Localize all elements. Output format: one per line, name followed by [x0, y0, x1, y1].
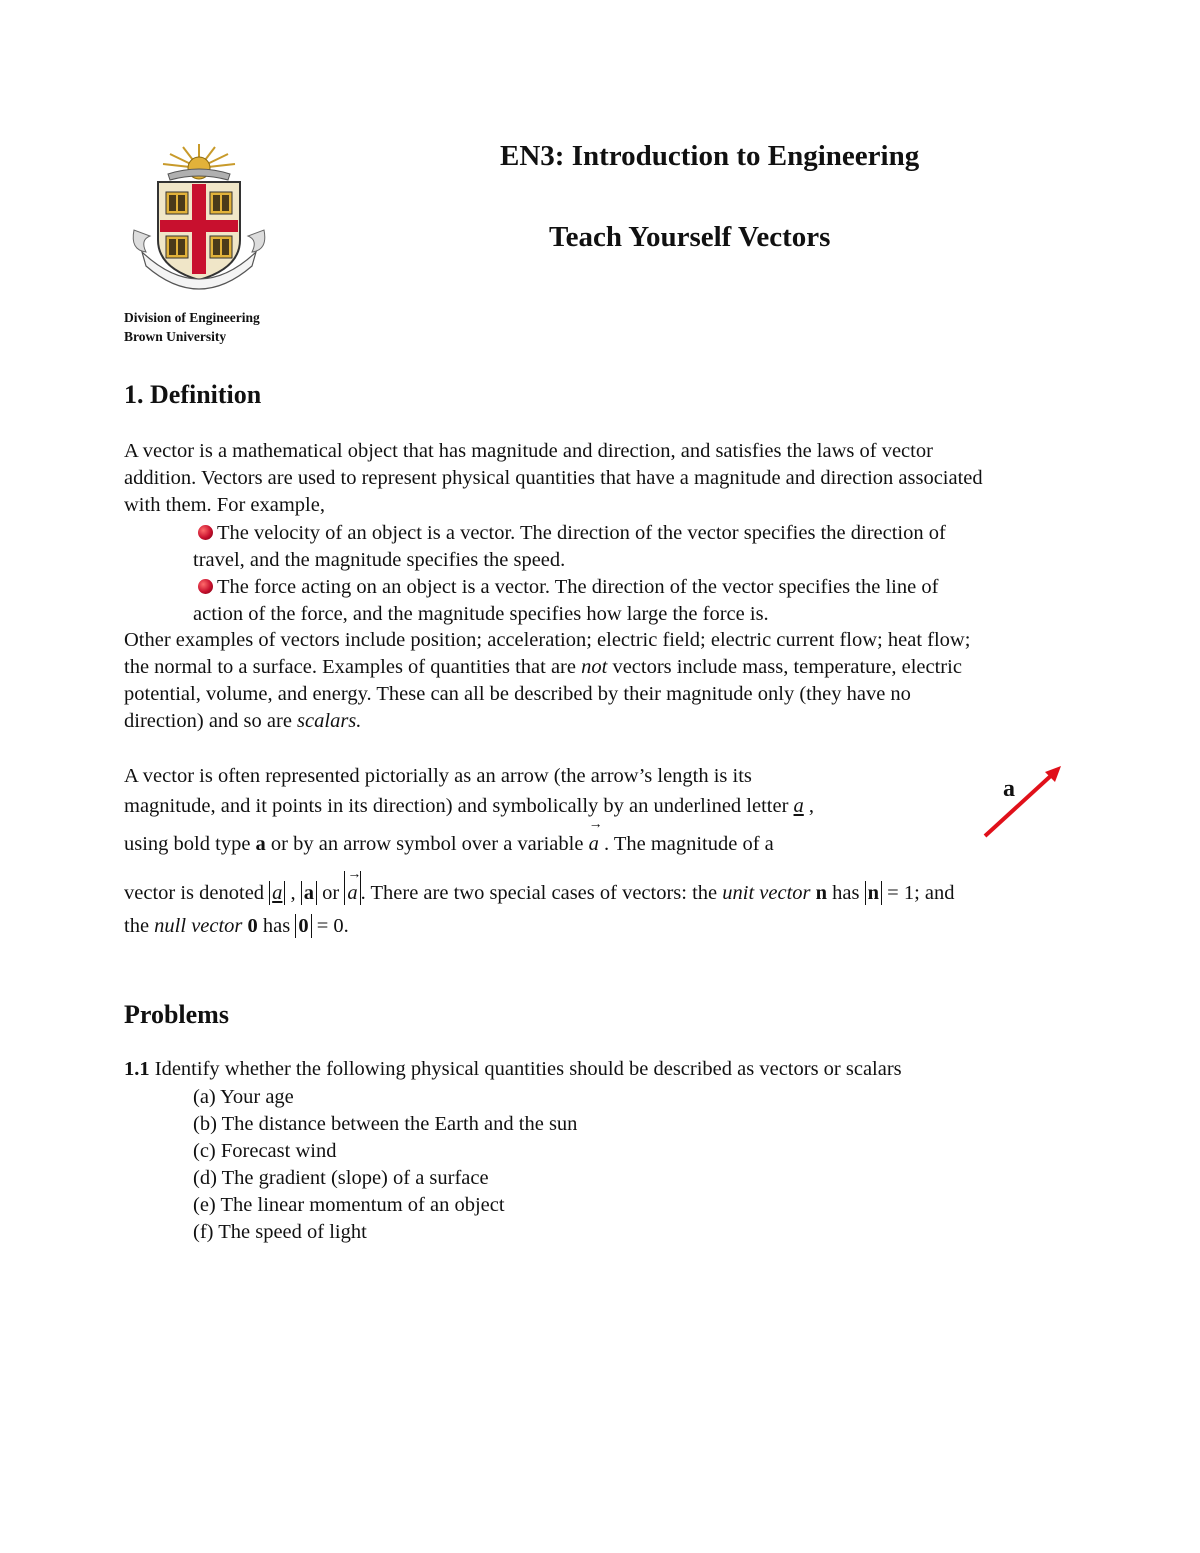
underlined-symbol: a	[793, 795, 804, 817]
rep-line-5	[124, 914, 349, 938]
text-run: direction) and so are	[124, 710, 298, 732]
intro-line-2: addition. Vectors are used to represent physical quantities that have a magnitude and direction associated	[124, 467, 983, 489]
text-run: vector is denoted	[124, 882, 270, 904]
problem-number: 1.1	[124, 1058, 150, 1080]
department-line: Division of Engineering	[124, 310, 260, 325]
bullet-text: The velocity of an object is a vector. The direction of the vector specifies the direction of	[217, 522, 946, 544]
text-run: = 1; and	[882, 882, 955, 904]
text-run: has	[827, 882, 865, 904]
intro-line-1: A vector is a mathematical object that has magnitude and direction, and satisfies the laws of vector	[124, 440, 933, 462]
list-item: (f) The speed of light	[193, 1221, 367, 1243]
problem-question	[124, 1058, 902, 1081]
bullet-continuation: travel, and the magnitude specifies the speed.	[193, 549, 566, 571]
text-run: magnitude, and it points in its direction) and symbolically by an underlined letter	[124, 795, 794, 817]
arrow-accent: →	[588, 817, 603, 832]
list-item: (b) The distance between the Earth and the sun	[193, 1113, 578, 1135]
bullet-text: The force acting on an object is a vector. The direction of the vector specifies the line of	[217, 576, 939, 598]
arrow-symbol-letter: a	[588, 833, 599, 855]
rep-line-1: A vector is often represented pictorially as an arrow (the arrow’s length is its	[124, 765, 752, 787]
bold-symbol: a	[255, 833, 266, 855]
brown-university-crest-logo	[128, 140, 270, 298]
arrow-accent: →	[347, 867, 362, 882]
text-run: ,	[285, 882, 301, 904]
text-run: using bold type	[124, 833, 256, 855]
other-line-3: potential, volume, and energy. These can all be described by their magnitude only (they have no	[124, 683, 911, 705]
page-title: EN3: Introduction to Engineering	[500, 140, 920, 172]
text-run: . The magnitude of a	[598, 833, 774, 855]
arrow-symbol	[347, 867, 362, 905]
text-run: the normal to a surface. Examples of quantities that are	[124, 656, 582, 678]
page-subtitle: Teach Yourself Vectors	[549, 221, 831, 253]
section-heading-problems: Problems	[124, 1000, 229, 1029]
bullet-item-velocity	[198, 520, 946, 547]
other-line-1: Other examples of vectors include position; acceleration; electric field; electric current flow; heat flow;	[124, 629, 971, 651]
list-item: (d) The gradient (slope) of a surface	[193, 1167, 489, 1189]
list-item: (c) Forecast wind	[193, 1140, 337, 1162]
emphasis-scalars: scalars.	[297, 710, 362, 732]
magnitude-underlined: a	[269, 881, 285, 905]
red-bullet-icon	[198, 525, 213, 540]
rep-line-3	[124, 817, 774, 856]
arrow-symbol	[588, 817, 603, 856]
vector-arrow-icon	[975, 760, 1070, 840]
magnitude-bold: a	[301, 881, 317, 905]
list-item: (e) The linear momentum of an object	[193, 1194, 505, 1216]
university-line: Brown University	[124, 329, 227, 344]
text-run: or by an arrow symbol over a variable	[265, 833, 589, 855]
text-run: ,	[803, 795, 815, 817]
text-run: has	[257, 915, 296, 937]
text-run: = 0.	[311, 915, 349, 937]
magnitude-n: n	[865, 881, 882, 905]
problem-text: Identify whether the following physical quantities should be described as vectors or scalars	[149, 1058, 902, 1080]
intro-line-3: with them. For example,	[124, 494, 325, 516]
emphasis-null-vector: null vector	[154, 915, 243, 937]
text-run: or	[317, 882, 345, 904]
other-line-4	[124, 710, 361, 733]
magnitude-arrow	[344, 867, 362, 905]
rep-line-4	[124, 867, 955, 905]
other-line-2	[124, 656, 962, 679]
bullet-item-force	[198, 574, 938, 601]
bold-zero: 0	[242, 915, 258, 937]
list-item: (a) Your age	[193, 1086, 294, 1108]
arrow-symbol-letter: a	[347, 882, 358, 904]
text-run: the	[124, 915, 155, 937]
rep-line-2	[124, 795, 814, 818]
section-heading-definition: 1. Definition	[124, 380, 262, 409]
vector-arrow-figure	[975, 760, 1070, 840]
text-run: vectors include mass, temperature, electric	[607, 656, 962, 678]
bold-n: n	[810, 882, 828, 904]
department-info	[124, 308, 260, 346]
emphasis-not: not	[581, 656, 608, 678]
magnitude-zero: 0	[295, 914, 311, 938]
arrow-label: a	[1003, 776, 1015, 802]
text-run: . There are two special cases of vectors: the	[360, 882, 723, 904]
bullet-continuation: action of the force, and the magnitude specifies how large the force is.	[193, 603, 769, 625]
emphasis-unit-vector: unit vector	[722, 882, 811, 904]
red-bullet-icon	[198, 579, 213, 594]
